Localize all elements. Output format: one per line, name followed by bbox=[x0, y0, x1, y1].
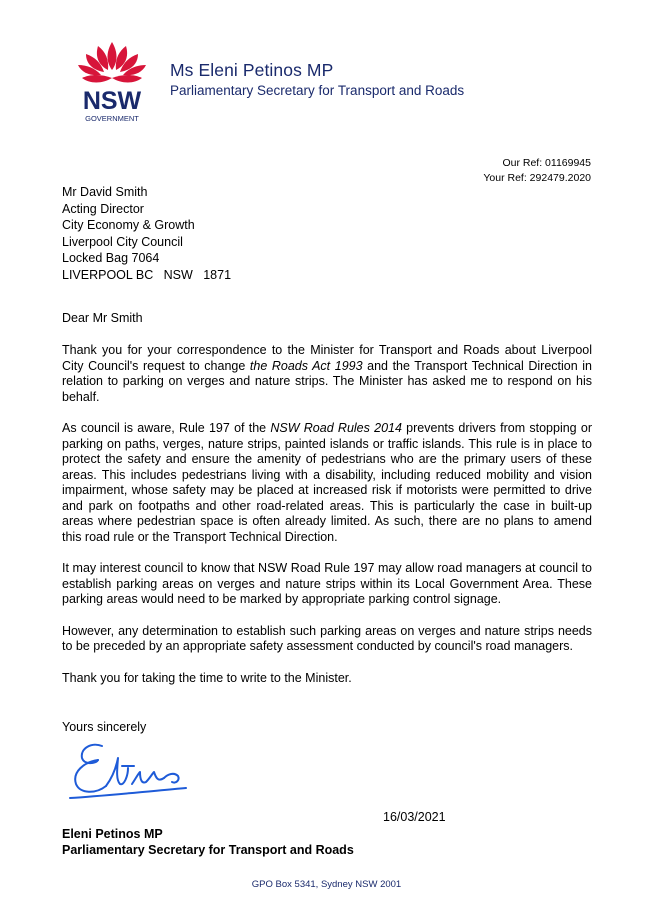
paragraph-3: It may interest council to know that NSW Road Rule 197 may allow road managers at council to establish parking areas on verges and nature strips within its Local Government Area. These parking areas would need to be marked by appropriate parking control signage. bbox=[62, 561, 592, 606]
paragraph-5: Thank you for taking the time to write to the Minister. bbox=[62, 670, 352, 685]
signer-name: Eleni Petinos MP bbox=[62, 827, 163, 841]
paragraph-text: prevents drivers from stopping or parking on paths, verges, nature strips, painted islands or traffic islands. This rule is in place to protect the safety and ensure the amenity of pedestrians who are the primary users of these areas. This includes pedestrians living with a disability, including reduced mobility and vision impairment, whose safety may be placed at increased risk if motorists were permitted to drive and park on footpaths and other road-related areas. This is particularly the case in built-up areas where pedestrian space is often already limited. As such, there are no plans to amend this road rule or the Transport Technical Direction. bbox=[62, 421, 592, 544]
our-ref: Our Ref: 01169945 bbox=[502, 157, 591, 169]
paragraph-1 bbox=[62, 343, 592, 405]
address-line: Acting Director bbox=[62, 201, 144, 216]
footer-address: GPO Box 5341, Sydney NSW 2001 bbox=[251, 879, 402, 890]
address-line: Liverpool City Council bbox=[62, 234, 183, 249]
address-line: City Economy & Growth bbox=[62, 218, 195, 232]
recipient-address bbox=[62, 184, 231, 283]
handwritten-signature bbox=[62, 738, 192, 808]
rules-name: NSW Road Rules 2014 bbox=[270, 421, 402, 435]
logo-government-text: GOVERNMENT bbox=[85, 114, 139, 123]
letter-body bbox=[62, 343, 592, 702]
signer-title: Parliamentary Secretary for Transport and Roads bbox=[62, 843, 354, 857]
address-line: Locked Bag 7064 bbox=[62, 251, 160, 265]
letterhead-title: Parliamentary Secretary for Transport and Roads bbox=[170, 83, 465, 98]
address-line: LIVERPOOL BC NSW 1871 bbox=[62, 267, 232, 282]
act-name: the Roads Act 1993 bbox=[249, 358, 363, 373]
signer-block bbox=[62, 826, 354, 858]
paragraph-text: As council is aware, Rule 197 of the bbox=[62, 421, 271, 435]
waratah-icon bbox=[68, 38, 156, 126]
letterhead-name: Ms Eleni Petinos MP bbox=[170, 60, 334, 80]
your-ref: Your Ref: 292479.2020 bbox=[483, 172, 591, 184]
reference-block bbox=[483, 156, 591, 186]
nsw-government-logo bbox=[68, 38, 156, 126]
salutation: Dear Mr Smith bbox=[62, 311, 143, 325]
closing: Yours sincerely bbox=[62, 720, 147, 734]
logo-nsw-text: NSW bbox=[82, 87, 142, 115]
letter-date: 16/03/2021 bbox=[383, 810, 446, 824]
paragraph-2 bbox=[62, 421, 592, 545]
paragraph-4: However, any determination to establish such parking areas on verges and nature strips needs to be preceded by an appropriate safety assessment conducted by council's road managers. bbox=[62, 623, 592, 653]
paragraph-text: and the Transport Technical Direction in relation to parking on verges and nature strips. The Minister has asked me to respond on his behalf. bbox=[62, 358, 592, 404]
paragraph-text: Thank you for your correspondence to the Minister for Transport and Roads about Liverpool City Council's request to change bbox=[62, 343, 592, 373]
address-line: Mr David Smith bbox=[62, 185, 148, 199]
